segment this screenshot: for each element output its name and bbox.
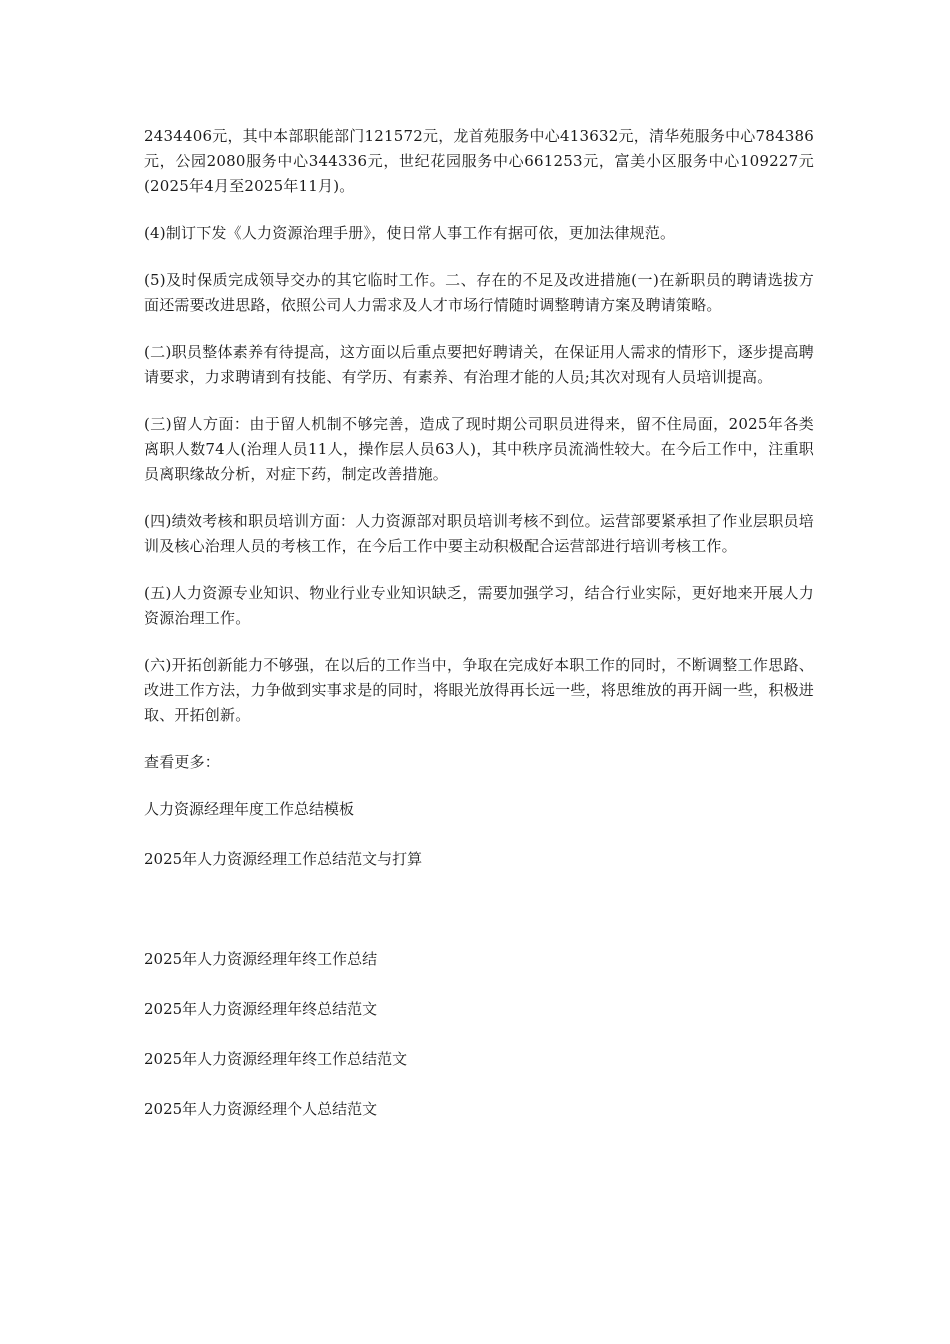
paragraph-section-5: (五)人力资源专业知识、物业行业专业知识缺乏，需要加强学习，结合行业实际，更好地来开展人力资源治理工作。: [144, 584, 814, 627]
related-link[interactable]: 2025年人力资源经理年终工作总结: [144, 950, 378, 968]
related-link[interactable]: 人力资源经理年度工作总结模板: [144, 800, 355, 818]
paragraph-budget: 2434406元，其中本部职能部门121572元，龙首苑服务中心413632元，清华苑服务中心784386元，公园2080服务中心344336元，世纪花园服务中心661253元，富美小区服务中心109227元(2025年4月至2025年11月)。: [144, 127, 814, 195]
related-link[interactable]: 2025年人力资源经理年终工作总结范文: [144, 1050, 408, 1068]
paragraph-section-3: (三)留人方面：由于留人机制不够完善，造成了现时期公司职员进得来，留不住局面，2025年各类离职人数74人(治理人员11人，操作层人员63人)，其中秩序员流淌性较大。在今后工作中，注重职员离职缘故分析，对症下药，制定改善措施。: [144, 415, 814, 483]
paragraph-section-4: (四)绩效考核和职员培训方面：人力资源部对职员培训考核不到位。运营部要紧承担了作业层职员培训及核心治理人员的考核工作，在今后工作中要主动积极配合运营部进行培训考核工作。: [144, 512, 814, 555]
related-link[interactable]: 2025年人力资源经理工作总结范文与打算: [144, 850, 423, 868]
more-label: 查看更多：: [144, 753, 221, 771]
related-link[interactable]: 2025年人力资源经理年终总结范文: [144, 1000, 378, 1018]
document-page: [144, 124, 814, 1147]
paragraph-section-2: (二)职员整体素养有待提高，这方面以后重点要把好聘请关，在保证用人需求的情形下，逐步提高聘请要求，力求聘请到有技能、有学历、有素养、有治理才能的人员;其次对现有人员培训提高。: [144, 343, 814, 386]
related-links-list: [144, 797, 814, 1122]
paragraph-item-4: (4)制订下发《人力资源治理手册》，使日常人事工作有据可依，更加法律规范。: [144, 224, 676, 242]
related-link[interactable]: 2025年人力资源经理个人总结范文: [144, 1100, 378, 1118]
paragraph-section-6: (六)开拓创新能力不够强，在以后的工作当中，争取在完成好本职工作的同时，不断调整工作思路、改进工作方法，力争做到实事求是的同时，将眼光放得再长远一些，将思维放的再开阔一些，积极进取、开拓创新。: [144, 656, 814, 724]
paragraph-item-5: (5)及时保质完成领导交办的其它临时工作。二、存在的不足及改进措施(一)在新职员的聘请选拔方面还需要改进思路，依照公司人力需求及人才市场行情随时调整聘请方案及聘请策略。: [144, 271, 814, 314]
